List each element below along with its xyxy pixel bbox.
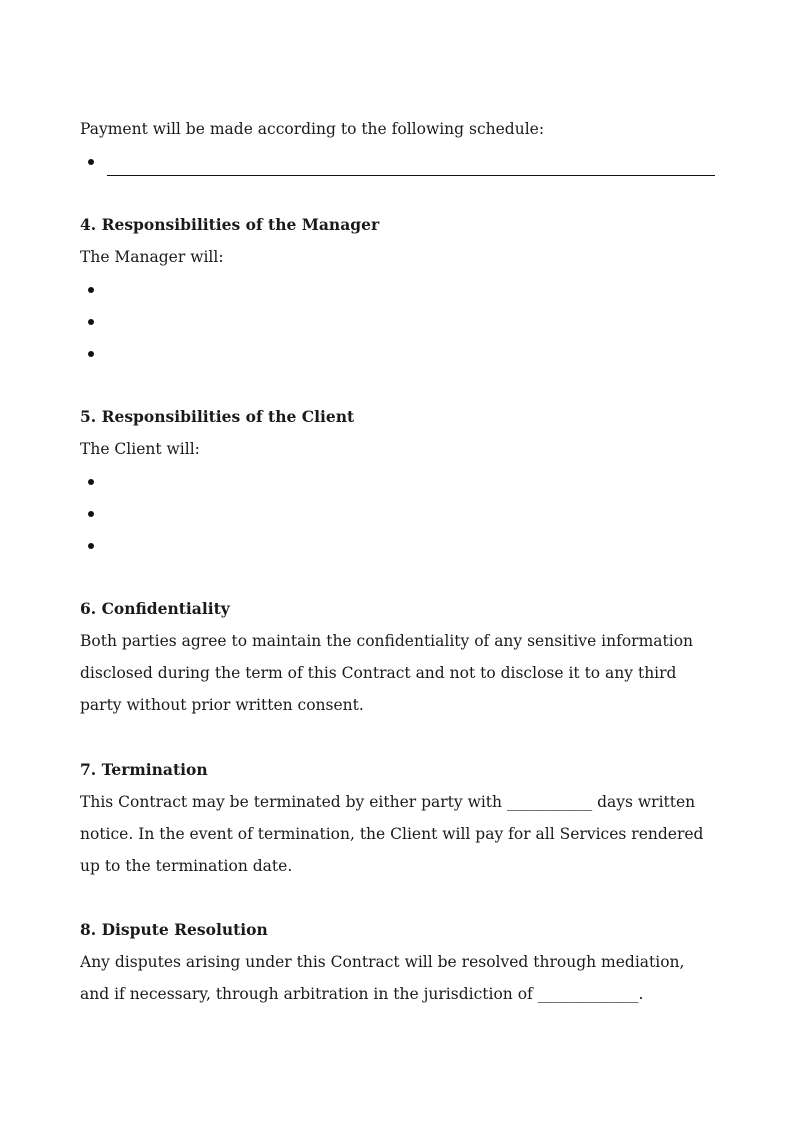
section-body: Any disputes arising under this Contract will be resolved through mediation, and if necessary, through arbitration in the jurisdiction of _____________. [80, 953, 685, 1003]
payment-schedule-list [80, 145, 715, 177]
list-item [80, 145, 715, 177]
client-responsibilities-section [80, 401, 715, 561]
bullet-icon [88, 287, 94, 293]
manager-responsibilities-section [80, 209, 715, 369]
confidentiality-section [80, 593, 715, 721]
section-intro: The Manager will: [80, 248, 224, 266]
bullet-icon [88, 351, 94, 357]
list-item [80, 529, 715, 561]
termination-section [80, 754, 718, 882]
list-item [80, 273, 715, 305]
dispute-resolution-section [80, 914, 715, 1010]
section-heading: 7. Termination [80, 760, 208, 779]
section-heading: 8. Dispute Resolution [80, 920, 268, 939]
list-item [80, 497, 715, 529]
client-responsibilities-list [80, 465, 715, 561]
manager-responsibilities-list [80, 273, 715, 369]
bullet-icon [88, 159, 94, 165]
section-body: This Contract may be terminated by either party with ___________ days written notice. In the event of termination, the Client will pay for all Services rendered up to the termination date. [80, 793, 704, 875]
section-body: Both parties agree to maintain the confidentiality of any sensitive information disclosed during the term of this Contract and not to disclose it to any third party without prior written consent. [80, 632, 694, 714]
section-heading: 4. Responsibilities of the Manager [80, 215, 380, 234]
section-intro: The Client will: [80, 440, 200, 458]
payment-schedule-section [80, 113, 715, 177]
payment-schedule-blank [107, 153, 715, 176]
list-item [80, 465, 715, 497]
bullet-icon [88, 543, 94, 549]
section-heading: 5. Responsibilities of the Client [80, 407, 355, 426]
list-item [80, 305, 715, 337]
bullet-icon [88, 479, 94, 485]
list-item [80, 337, 715, 369]
section-heading: 6. Confidentiality [80, 599, 230, 618]
bullet-icon [88, 319, 94, 325]
payment-intro: Payment will be made according to the following schedule: [80, 120, 545, 138]
bullet-icon [88, 511, 94, 517]
